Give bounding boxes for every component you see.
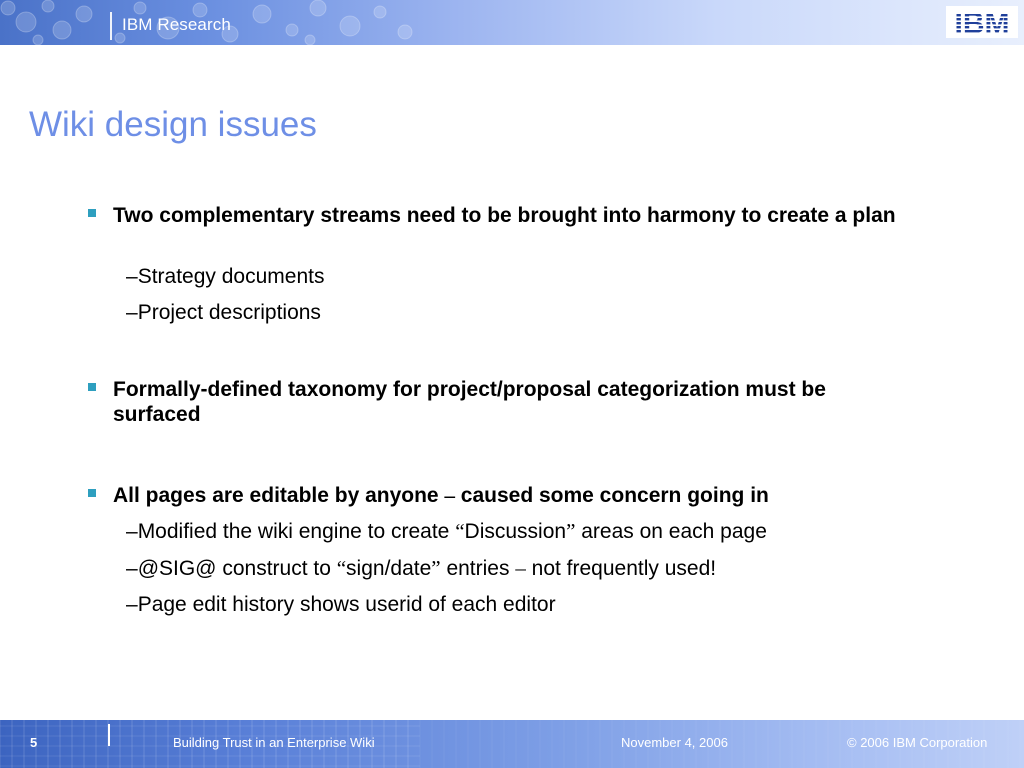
sub-dash: – — [126, 593, 138, 616]
sub-item-text: Page edit history shows userid of each editor — [137, 593, 556, 616]
bullet-text: Formally-defined taxonomy for project/proposal categorization must be surfaced — [113, 378, 826, 426]
bullet-square-icon — [88, 383, 96, 391]
sub-item-text: sign/date — [346, 557, 432, 580]
sub-item-history — [126, 592, 986, 617]
sub-item-project — [126, 300, 986, 325]
bullet-1 — [88, 203, 908, 228]
sub-item-text: Modified the wiki engine to create — [137, 520, 456, 543]
inline-dash: – — [515, 556, 526, 580]
sub-item-strategy — [126, 264, 986, 289]
sub-dash: – — [126, 301, 138, 324]
bullet-text — [113, 483, 908, 508]
footer-band — [0, 720, 1024, 768]
sub-dash: – — [126, 557, 138, 580]
svg-text:IBM: IBM — [954, 7, 1010, 38]
bullet-text-part: caused some concern going in — [454, 484, 769, 507]
bullet-2 — [88, 377, 908, 427]
footer-date: November 4, 2006 — [621, 735, 728, 750]
bullet-square-icon — [88, 209, 96, 217]
bullet-dash: – — [444, 483, 455, 507]
open-quote: “ — [455, 519, 465, 543]
sub-item-text: entries — [440, 557, 516, 580]
slide-title: Wiki design issues — [29, 105, 317, 144]
sub-item-text: Discussion — [464, 520, 567, 543]
sub-item-text: not frequently used! — [525, 557, 717, 580]
footer-divider — [108, 724, 110, 746]
sub-item-discussion — [126, 519, 986, 544]
sub-dash: – — [126, 520, 138, 543]
bullet-text-part: All pages are editable by anyone — [113, 484, 445, 507]
sub-item-sig — [126, 556, 986, 581]
open-quote: “ — [336, 556, 347, 580]
footer-title: Building Trust in an Enterprise Wiki — [173, 735, 375, 750]
bullet-square-icon — [88, 489, 96, 497]
sub-item-text: areas on each page — [575, 520, 767, 543]
bullet-3 — [88, 483, 908, 508]
bullet-text: Two complementary streams need to be brought into harmony to create a plan — [113, 204, 896, 227]
close-quote: ” — [566, 519, 576, 543]
sub-dash: – — [126, 265, 138, 288]
page-number: 5 — [30, 735, 38, 750]
footer-copyright: © 2006 IBM Corporation — [847, 735, 988, 750]
sub-item-text: Strategy documents — [137, 265, 325, 288]
close-quote: ” — [431, 556, 441, 580]
header-title: IBM Research — [122, 15, 231, 34]
sub-item-text: Project descriptions — [137, 301, 321, 324]
sub-item-text: @SIG@ construct to — [137, 557, 337, 580]
